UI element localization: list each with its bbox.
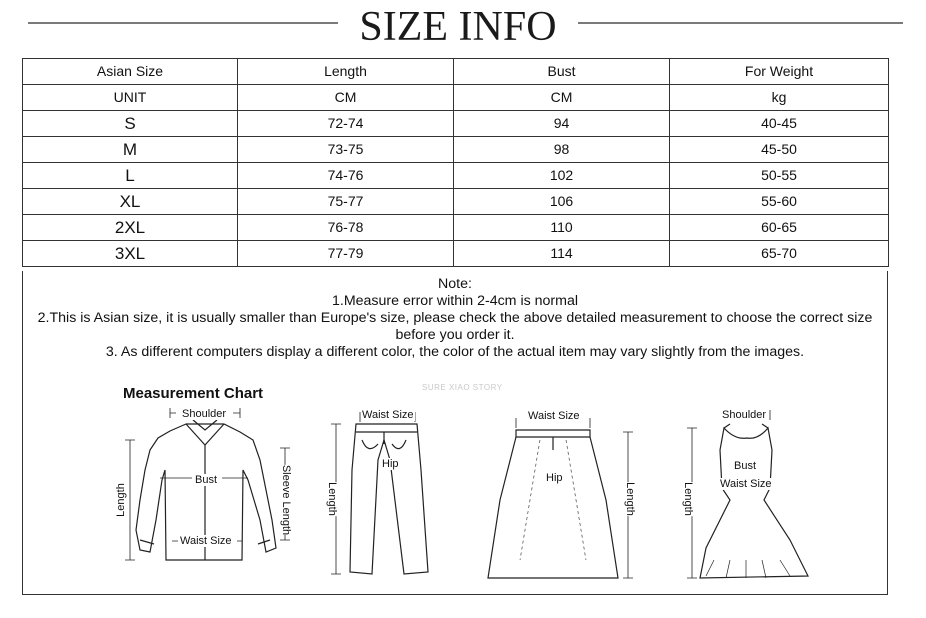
table-cell: CM <box>454 85 670 111</box>
pants-waist-label: Waist Size <box>362 409 414 421</box>
measurement-chart-title: Measurement Chart <box>123 385 264 402</box>
skirt-waist-label: Waist Size <box>528 410 580 422</box>
table-cell: 40-45 <box>670 111 889 137</box>
shirt-sleeve-length-label: Sleeve Length <box>280 464 293 536</box>
table-cell: 2XL <box>23 215 238 241</box>
dress-illustration <box>687 410 808 578</box>
table-cell: 114 <box>454 241 670 267</box>
table-cell: 50-55 <box>670 163 889 189</box>
table-cell: UNIT <box>23 85 238 111</box>
note-line-3: 3. As different computers display a different color, the color of the actual item may vary slightly from the images. <box>105 344 805 360</box>
table-cell: 73-75 <box>238 137 454 163</box>
table-cell: 60-65 <box>670 215 889 241</box>
table-cell: 45-50 <box>670 137 889 163</box>
table-cell: Asian Size <box>23 59 238 85</box>
table-cell: 98 <box>454 137 670 163</box>
skirt-length-label: Length <box>623 482 636 516</box>
skirt-hip-label: Hip <box>546 472 563 484</box>
dress-waist-label: Waist Size <box>720 478 772 490</box>
dress-shoulder-label: Shoulder <box>722 409 767 421</box>
table-cell: XL <box>23 189 238 215</box>
table-cell: S <box>23 111 238 137</box>
note-line-2: 2.This is Asian size, it is usually smaller than Europe's size, please check the above detailed measurement to choose the correct size before you order it. <box>37 310 873 343</box>
table-cell: 76-78 <box>238 215 454 241</box>
table-cell: kg <box>670 85 889 111</box>
table-cell: For Weight <box>670 59 889 85</box>
store-watermark: SURE XIAO STORY <box>422 383 503 392</box>
skirt-illustration <box>488 418 633 578</box>
shirt-shoulder-label: Shoulder <box>182 408 227 420</box>
pants-hip-label: Hip <box>382 458 399 470</box>
table-cell: 110 <box>454 215 670 241</box>
table-cell: 72-74 <box>238 111 454 137</box>
table-cell: 3XL <box>23 241 238 267</box>
table-cell: Bust <box>454 59 670 85</box>
dress-length-label: Length <box>681 482 694 516</box>
page-title: SIZE INFO <box>359 4 557 50</box>
table-cell: 75-77 <box>238 189 454 215</box>
table-cell: M <box>23 137 238 163</box>
table-cell: 102 <box>454 163 670 189</box>
table-cell: 74-76 <box>238 163 454 189</box>
table-cell: L <box>23 163 238 189</box>
table-cell: CM <box>238 85 454 111</box>
shirt-length-label: Length <box>114 483 127 517</box>
shirt-waist-label: Waist Size <box>180 535 232 547</box>
pants-length-label: Length <box>325 482 338 516</box>
shirt-bust-label: Bust <box>195 474 218 486</box>
table-cell: 106 <box>454 189 670 215</box>
dress-bust-label: Bust <box>734 460 757 472</box>
table-cell: 94 <box>454 111 670 137</box>
table-cell: 77-79 <box>238 241 454 267</box>
note-line-1: 1.Measure error within 2-4cm is normal <box>332 293 578 309</box>
notes-heading: Note: <box>438 276 472 292</box>
table-cell: 55-60 <box>670 189 889 215</box>
table-cell: 65-70 <box>670 241 889 267</box>
table-cell: Length <box>238 59 454 85</box>
pants-illustration <box>331 412 428 574</box>
